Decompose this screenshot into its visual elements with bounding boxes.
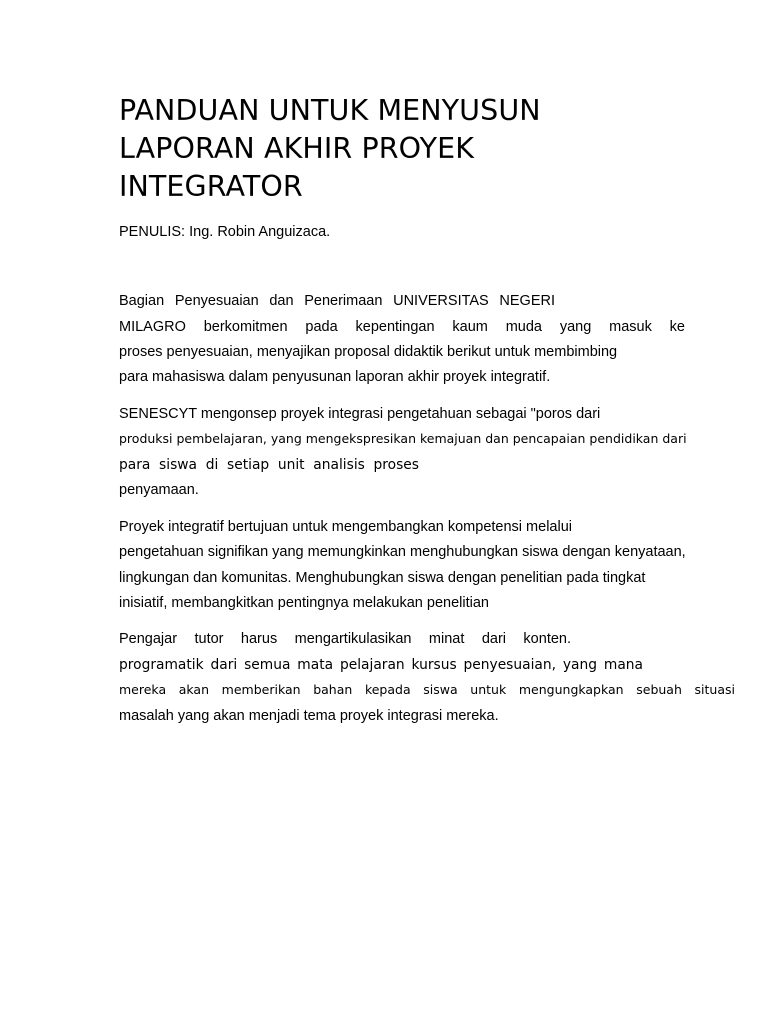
paragraph-line: proses penyesuaian, menyajikan proposal didaktik berikut untuk membimbing xyxy=(119,344,618,360)
title-line: LAPORAN AKHIR PROYEK xyxy=(119,132,475,165)
title-line: PANDUAN UNTUK MENYUSUN xyxy=(119,94,541,127)
paragraph-line: MILAGRO berkomitmen pada kepentingan kaum muda yang masuk ke xyxy=(119,319,685,335)
paragraph-line: inisiatif, membangkitkan pentingnya melakukan penelitian xyxy=(119,595,489,611)
title-line: INTEGRATOR xyxy=(119,170,303,203)
paragraph-line: Proyek integratif bertujuan untuk mengembangkan kompetensi melalui xyxy=(119,519,572,535)
paragraph-line: Pengajar tutor harus mengartikulasikan minat dari konten. xyxy=(119,631,571,647)
paragraph-line: masalah yang akan menjadi tema proyek integrasi mereka. xyxy=(119,708,499,724)
paragraph-line: SENESCYT mengonsep proyek integrasi pengetahuan sebagai "poros dari xyxy=(119,406,601,422)
paragraph-line: programatik dari semua mata pelajaran kursus penyesuaian, yang mana xyxy=(119,657,643,673)
paragraph-line: mereka akan memberikan bahan kepada siswa untuk mengungkapkan sebuah situasi xyxy=(119,682,735,697)
paragraph-line: penyamaan. xyxy=(119,482,199,498)
paragraph-line: para mahasiswa dalam penyusunan laporan akhir proyek integratif. xyxy=(119,369,551,385)
paragraph-line: pengetahuan signifikan yang memungkinkan menghubungkan siswa dengan kenyataan, xyxy=(119,544,686,560)
paragraph-line: lingkungan dan komunitas. Menghubungkan siswa dengan penelitian pada tingkat xyxy=(119,570,646,586)
paragraph-line: Bagian Penyesuaian dan Penerimaan UNIVERSITAS NEGERI xyxy=(119,293,555,309)
paragraph-line: para siswa di setiap unit analisis proses xyxy=(119,457,419,473)
document-title xyxy=(119,92,679,206)
author-line: PENULIS: Ing. Robin Anguizaca. xyxy=(119,224,331,240)
paragraph-line: produksi pembelajaran, yang mengekspresikan kemajuan dan pencapaian pendidikan dari xyxy=(119,431,687,446)
